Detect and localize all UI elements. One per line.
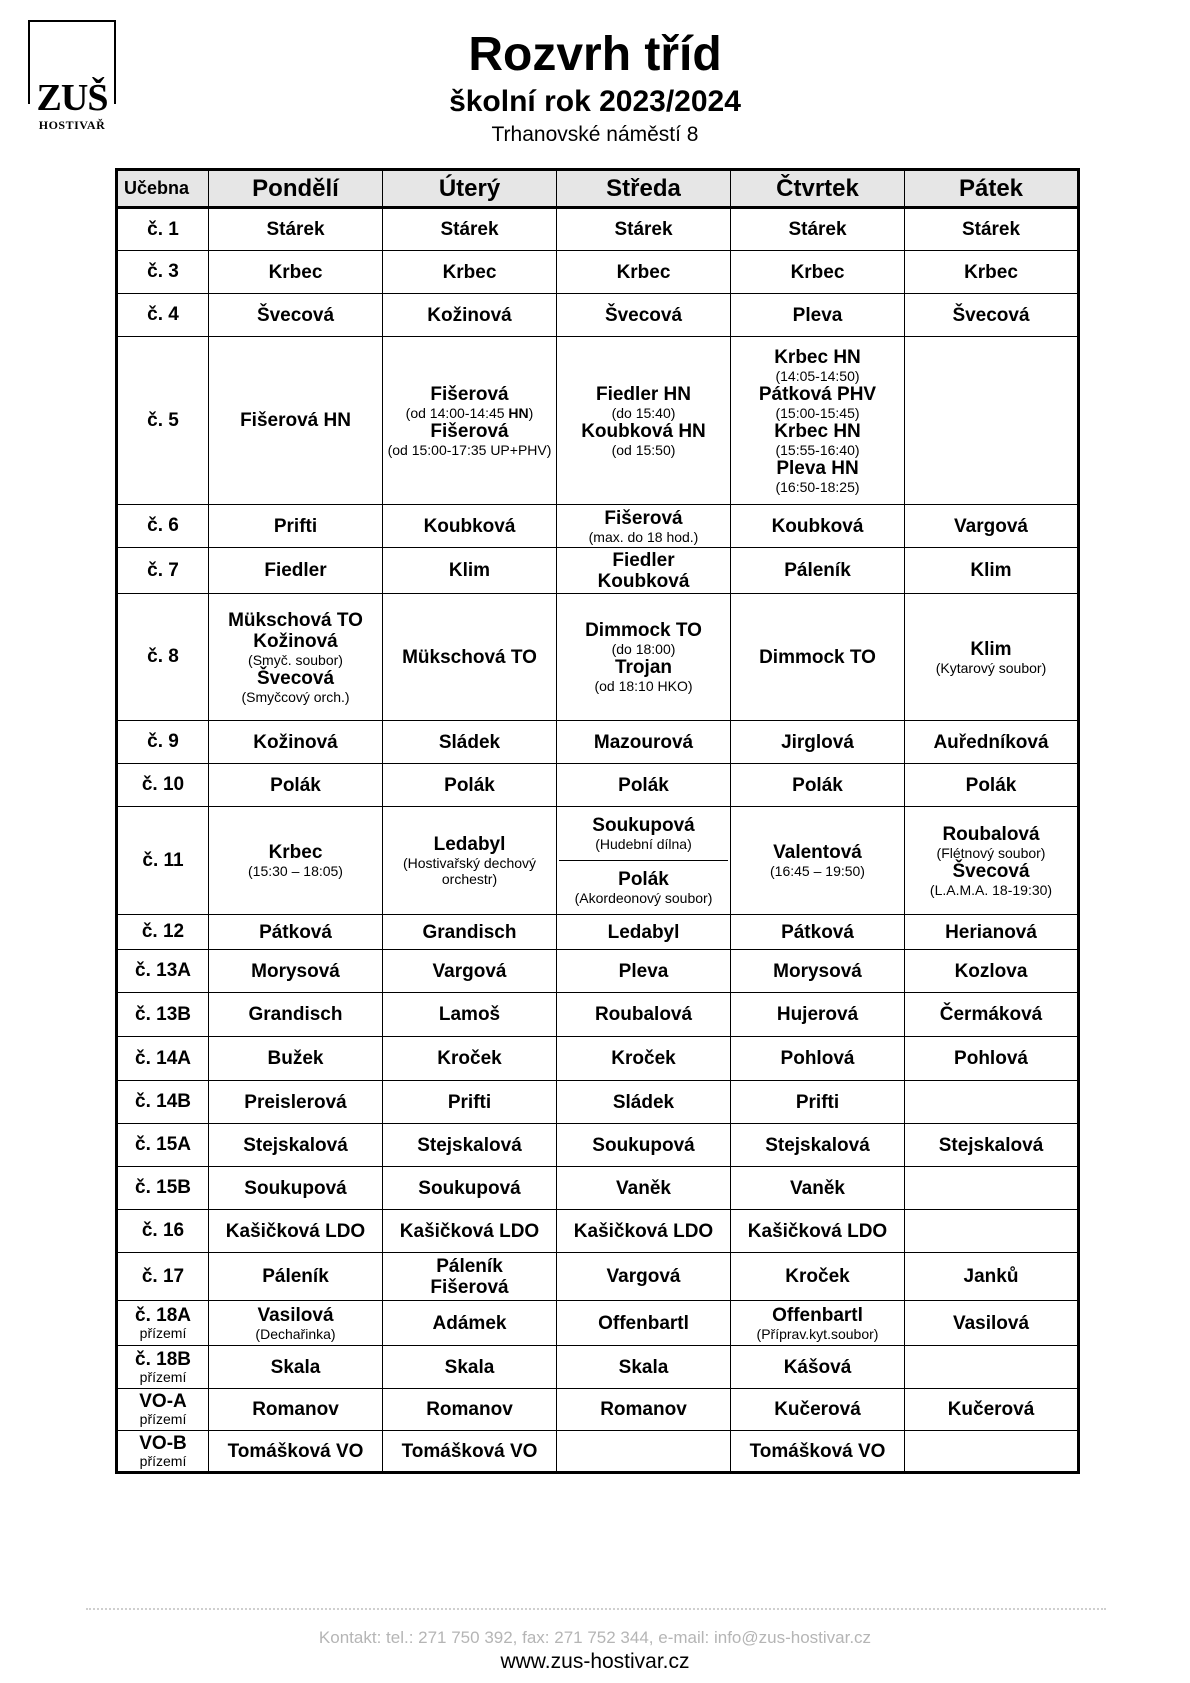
room-label: č. 13A (117, 950, 209, 993)
schedule-cell-empty (905, 1431, 1079, 1473)
schedule-cell: Skala (209, 1346, 383, 1389)
schedule-cell (905, 807, 1079, 915)
teacher-name: Roubalová (942, 823, 1040, 845)
schedule-cell: Hujerová (731, 993, 905, 1037)
schedule-cell: Offenbartl (557, 1301, 731, 1346)
teacher-name: Mükschová TO (228, 609, 363, 631)
schedule-cell-empty (905, 1346, 1079, 1389)
teacher-name: Fiedler HN (595, 383, 692, 405)
schedule-cell: Kozlova (905, 950, 1079, 993)
time-note: (do 15:40) (611, 404, 676, 421)
schedule-cell: Vargová (905, 505, 1079, 548)
schedule-cell: Krbec (905, 251, 1079, 294)
teacher-name: Dimmock TO (585, 620, 702, 641)
teacher-name: Pátková PHV (758, 383, 877, 405)
time-note: (Smyč. soubor) (248, 651, 343, 668)
time-note: (15:55-16:40) (775, 441, 860, 458)
room-label: č. 14B (117, 1081, 209, 1124)
school-year: školní rok 2023/2024 (449, 85, 741, 118)
teacher-name: Fišerová (430, 383, 509, 405)
room-label (117, 1389, 209, 1431)
ensemble-note: (Dechařinka) (255, 1325, 336, 1342)
room-label: č. 1 (117, 208, 209, 251)
room-label: č. 17 (117, 1253, 209, 1301)
schedule-cell (905, 594, 1079, 721)
teacher-name: Polák (618, 869, 669, 890)
table-row (117, 505, 1079, 548)
schedule-cell (731, 1301, 905, 1346)
room-label: č. 8 (117, 594, 209, 721)
schedule-cell: Kožinová (383, 294, 557, 337)
table-row (117, 1081, 1079, 1124)
teacher-name: Krbec HN (774, 420, 861, 442)
room-label: č. 5 (117, 337, 209, 505)
table-row (117, 721, 1079, 764)
schedule-cell: Preislerová (209, 1081, 383, 1124)
room-label: č. 7 (117, 548, 209, 594)
schedule-cell: Polák (905, 764, 1079, 807)
schedule-cell: Polák (209, 764, 383, 807)
footer-website-link[interactable]: www.zus-hostivar.cz (500, 1650, 690, 1673)
schedule-cell (209, 1301, 383, 1346)
table-row (117, 950, 1079, 993)
schedule-cell: Grandisch (383, 915, 557, 950)
room-label (117, 1431, 209, 1473)
teacher-name: Koubková (597, 570, 690, 592)
schedule-cell: Páleník (731, 548, 905, 594)
schedule-cell: Kroček (731, 1253, 905, 1301)
teacher-name: Švecová (952, 860, 1030, 882)
room-column-header: Učebna (117, 170, 209, 208)
logo-mark: ZUŠ (36, 77, 108, 119)
teacher-name: Páleník (436, 1255, 503, 1277)
time-note: (15:00-15:45) (775, 404, 860, 421)
room-label (117, 1301, 209, 1346)
floor-note: přízemí (139, 1324, 187, 1341)
schedule-cell: Pohlová (731, 1037, 905, 1081)
schedule-cell: Mazourová (557, 721, 731, 764)
schedule-cell (209, 594, 383, 721)
teacher-name: Švecová (256, 667, 335, 689)
schedule-cell: Švecová (557, 294, 731, 337)
teacher-name: Fišerová (604, 507, 683, 529)
table-row (117, 208, 1079, 251)
room-label: č. 10 (117, 764, 209, 807)
room-label (117, 1346, 209, 1389)
schedule-cell: Kašičková LDO (557, 1210, 731, 1253)
room-label: č. 16 (117, 1210, 209, 1253)
schedule-cell: Koubková (731, 505, 905, 548)
schedule-cell-empty (557, 1431, 731, 1473)
schedule-cell: Jirglová (731, 721, 905, 764)
schedule-cell: Vargová (557, 1253, 731, 1301)
teacher-name: Fišerová (430, 1276, 509, 1298)
teacher-name: Fišerová (430, 420, 509, 442)
schedule-cell: Romanov (209, 1389, 383, 1431)
schedule-cell-empty (905, 1210, 1079, 1253)
teacher-name: Klim (970, 638, 1012, 660)
schedule-cell (731, 807, 905, 915)
teacher-name: Kožinová (253, 630, 338, 652)
schedule-cell-empty (905, 337, 1079, 505)
schedule-cell: Tomášková VO (731, 1431, 905, 1473)
room-label: č. 15B (117, 1167, 209, 1210)
schedule-cell (209, 807, 383, 915)
time-note: (max. do 18 hod.) (588, 528, 699, 545)
ensemble-note: (Příprav.kyt.soubor) (756, 1325, 879, 1342)
footer-contact: Kontakt: tel.: 271 750 392, fax: 271 752 344, e-mail: info@zus-hostivar.cz (318, 1628, 872, 1647)
table-row (117, 915, 1079, 950)
schedule-cell: Stejskalová (731, 1124, 905, 1167)
table-row (117, 1389, 1079, 1431)
room-label: č. 3 (117, 251, 209, 294)
room-number: VO-A (139, 1391, 187, 1412)
teacher-name: Valentová (773, 842, 862, 863)
schedule-cell: Dimmock TO (731, 594, 905, 721)
table-row (117, 807, 1079, 915)
teacher-name: Trojan (614, 657, 672, 678)
schedule-cell: Vasilová (905, 1301, 1079, 1346)
day-header-monday: Pondělí (209, 170, 383, 208)
room-number: č. 18A (135, 1304, 191, 1326)
schedule-cell: Roubalová (557, 993, 731, 1037)
schedule-cell: Švecová (209, 294, 383, 337)
table-row (117, 251, 1079, 294)
schedule-cell: Auředníková (905, 721, 1079, 764)
ensemble-note: (Hostivařský dechový orchestr) (402, 855, 537, 887)
table-row (117, 1037, 1079, 1081)
room-label: č. 9 (117, 721, 209, 764)
teacher-name: Soukupová (592, 815, 695, 836)
schedule-cell: Kašičková LDO (209, 1210, 383, 1253)
day-header-friday: Pátek (905, 170, 1079, 208)
table-row (117, 594, 1079, 721)
schedule-cell: Koubková (383, 505, 557, 548)
ensemble-note: (Hudební dílna) (595, 836, 692, 852)
schedule-cell: Vaněk (731, 1167, 905, 1210)
schedule-cell: Polák (383, 764, 557, 807)
schedule-cell: Skala (383, 1346, 557, 1389)
day-header-wednesday: Středa (557, 170, 731, 208)
schedule-cell: Soukupová (383, 1167, 557, 1210)
schedule-cell: Kašičková LDO (731, 1210, 905, 1253)
room-label: č. 12 (117, 915, 209, 950)
header-row (117, 170, 1079, 208)
schedule-cell (383, 807, 557, 915)
table-row (117, 1301, 1079, 1346)
schedule-cell: Kroček (557, 1037, 731, 1081)
room-label: č. 6 (117, 505, 209, 548)
schedule-cell (557, 594, 731, 721)
table-row (117, 1210, 1079, 1253)
floor-note: přízemí (139, 1411, 187, 1427)
room-label: č. 14A (117, 1037, 209, 1081)
schedule-cell (383, 337, 557, 505)
schedule-cell: Kroček (383, 1037, 557, 1081)
schedule-cell: Tomášková VO (209, 1431, 383, 1473)
schedule-cell: Polák (557, 764, 731, 807)
teacher-name: Offenbartl (772, 1304, 863, 1326)
schedule-cell: Stejskalová (905, 1124, 1079, 1167)
teacher-name: Krbec HN (774, 346, 861, 368)
table-row (117, 337, 1079, 505)
schedule-cell: Stejskalová (383, 1124, 557, 1167)
schedule-cell: Stárek (731, 208, 905, 251)
room-label: č. 15A (117, 1124, 209, 1167)
teacher-name: Ledabyl (433, 834, 506, 855)
schedule-cell: Pleva (731, 294, 905, 337)
schedule-cell: Soukupová (557, 1124, 731, 1167)
schedule-cell: Kučerová (905, 1389, 1079, 1431)
schedule-cell: Grandisch (209, 993, 383, 1037)
schedule-cell-empty (905, 1081, 1079, 1124)
ensemble-note: (Akordeonový soubor) (574, 890, 713, 906)
teacher-name: Koubková HN (581, 420, 706, 442)
schedule-cell: Pátková (209, 915, 383, 950)
schedule-cell: Soukupová (209, 1167, 383, 1210)
floor-note: přízemí (139, 1368, 187, 1385)
time-note: (od 15:50) (611, 441, 676, 458)
schedule-cell: Pohlová (905, 1037, 1079, 1081)
table-row (117, 1124, 1079, 1167)
table-row (117, 294, 1079, 337)
schedule-cell: Kučerová (731, 1389, 905, 1431)
schedule-cell: Bužek (209, 1037, 383, 1081)
address: Trhanovské náměstí 8 (491, 123, 699, 146)
schedule-cell: Romanov (383, 1389, 557, 1431)
schedule-cell: Mükschová TO (383, 594, 557, 721)
schedule-cell: Janků (905, 1253, 1079, 1301)
schedule-cell: Herianová (905, 915, 1079, 950)
schedule-cell: Prifti (209, 505, 383, 548)
schedule-cell: Ledabyl (557, 915, 731, 950)
room-label: č. 4 (117, 294, 209, 337)
schedule-cell: Morysová (209, 950, 383, 993)
time-note: (od 14:00-14:45 HN) (405, 404, 534, 421)
schedule-cell: Sládek (383, 721, 557, 764)
schedule-cell: Polák (731, 764, 905, 807)
table-row (117, 764, 1079, 807)
logo-subtitle: HOSTIVAŘ (38, 118, 106, 132)
ensemble-note: (L.A.M.A. 18-19:30) (929, 881, 1053, 898)
teacher-name: Fiedler (612, 549, 675, 571)
schedule-cell (731, 337, 905, 505)
schedule-cell: Romanov (557, 1389, 731, 1431)
schedule-cell: Krbec (731, 251, 905, 294)
time-note: (16:45 – 19:50) (770, 863, 865, 879)
schedule-cell: Pátková (731, 915, 905, 950)
schedule-cell: Prifti (731, 1081, 905, 1124)
room-number: VO-B (139, 1432, 187, 1454)
day-header-tuesday: Úterý (383, 170, 557, 208)
schedule-cell: Tomášková VO (383, 1431, 557, 1473)
schedule-cell (383, 1253, 557, 1301)
page-title: Rozvrh tříd (468, 28, 722, 81)
table-row (117, 1167, 1079, 1210)
schedule-cell: Morysová (731, 950, 905, 993)
schedule-cell (557, 548, 731, 594)
footer-divider (86, 1608, 1106, 1610)
schedule-cell: Švecová (905, 294, 1079, 337)
time-note: (15:30 – 18:05) (248, 863, 343, 879)
schedule-cell: Fiedler (209, 548, 383, 594)
room-number: č. 18B (135, 1348, 191, 1370)
schedule-cell: Adámek (383, 1301, 557, 1346)
schedule-cell: Vaněk (557, 1167, 731, 1210)
schedule-cell: Pleva (557, 950, 731, 993)
schedule-cell: Stárek (209, 208, 383, 251)
schedule-cell: Stárek (383, 208, 557, 251)
time-note: (od 15:00-17:35 UP+PHV) (387, 441, 552, 458)
table-row (117, 993, 1079, 1037)
schedule-cell: Krbec (209, 251, 383, 294)
table-row (117, 1431, 1079, 1473)
schedule-cell: Stárek (905, 208, 1079, 251)
time-note: (do 18:00) (611, 641, 676, 657)
schedule-cell: Kášová (731, 1346, 905, 1389)
table-row (117, 548, 1079, 594)
schedule-cell: Skala (557, 1346, 731, 1389)
table-row (117, 1346, 1079, 1389)
schedule-cell: Sládek (557, 1081, 731, 1124)
schedule-cell: Fišerová HN (209, 337, 383, 505)
schedule-table (115, 168, 1080, 1474)
time-note: (Kytarový soubor) (935, 659, 1047, 676)
ensemble-note: (Flétnový soubor) (936, 844, 1046, 861)
schedule-cell-split (557, 807, 731, 915)
teacher-name: Krbec (268, 842, 323, 863)
floor-note: přízemí (139, 1452, 187, 1469)
table-row (117, 1253, 1079, 1301)
schedule-cell: Klim (383, 548, 557, 594)
teacher-name: Vasilová (257, 1304, 334, 1326)
time-note: (14:05-14:50) (775, 367, 860, 384)
time-note: (Smyčcový orch.) (241, 688, 350, 705)
schedule-cell: Stejskalová (209, 1124, 383, 1167)
schedule-cell: Krbec (557, 251, 731, 294)
schedule-cell: Prifti (383, 1081, 557, 1124)
schedule-cell: Páleník (209, 1253, 383, 1301)
day-header-thursday: Čtvrtek (731, 170, 905, 208)
schedule-cell-empty (905, 1167, 1079, 1210)
schedule-cell (557, 337, 731, 505)
time-note: (16:50-18:25) (775, 478, 860, 495)
schedule-cell: Kožinová (209, 721, 383, 764)
teacher-name: Pleva HN (776, 457, 859, 479)
time-note: (od 18:10 HKO) (594, 678, 693, 694)
room-label: č. 11 (117, 807, 209, 915)
schedule-cell (557, 505, 731, 548)
schedule-cell: Lamoš (383, 993, 557, 1037)
room-label: č. 13B (117, 993, 209, 1037)
schedule-cell: Krbec (383, 251, 557, 294)
schedule-cell: Čermáková (905, 993, 1079, 1037)
schedule-cell: Stárek (557, 208, 731, 251)
schedule-cell: Vargová (383, 950, 557, 993)
schedule-cell: Klim (905, 548, 1079, 594)
schedule-cell: Kašičková LDO (383, 1210, 557, 1253)
